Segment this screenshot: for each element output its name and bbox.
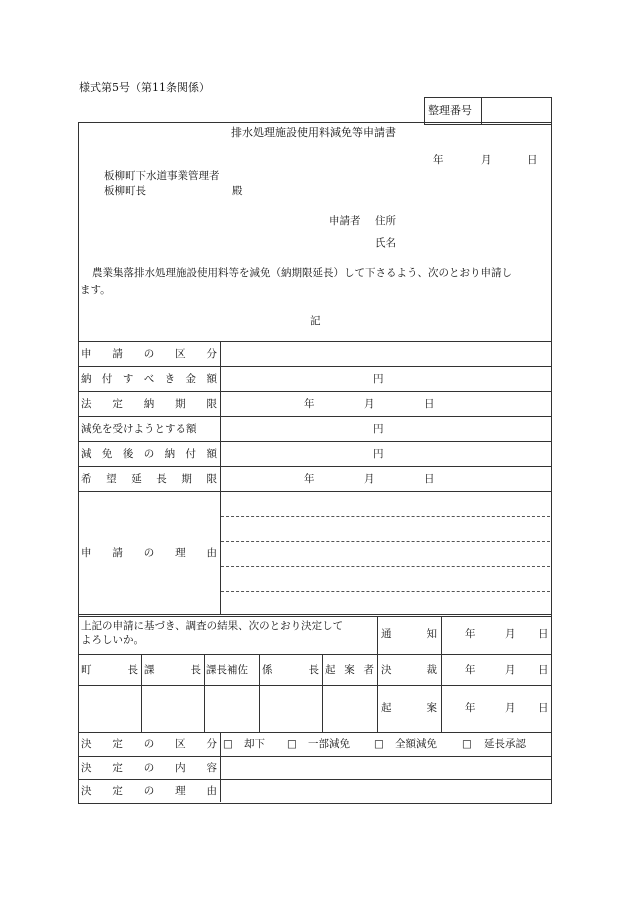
role-staff-chief: 係 長	[262, 664, 319, 676]
option-full-checkbox[interactable]: □	[374, 738, 384, 750]
role-mayor: 町 長	[81, 664, 138, 676]
notice-month: 月	[505, 628, 516, 640]
applicant-address-field[interactable]	[402, 212, 547, 228]
applicant-name-field[interactable]	[402, 234, 547, 250]
form-title: 排水処理施設使用料減免等申請書	[231, 126, 396, 139]
label-amount-due: 納 付 す べ き 金 額	[81, 373, 217, 385]
applicant-address-label: 住所	[375, 215, 396, 227]
option-extension-checkbox[interactable]: □	[462, 738, 472, 750]
seal-drafter[interactable]	[323, 686, 377, 732]
date-day-label: 日	[527, 154, 538, 166]
amount-due-yen: 円	[373, 373, 384, 385]
label-decision-reason: 決 定 の 理 由	[81, 785, 217, 797]
label-statutory-deadline: 法 定 納 期 限	[81, 398, 217, 410]
reduction-amount-field[interactable]	[221, 417, 550, 441]
deadline-month: 月	[364, 398, 375, 410]
role-deputy-chief: 課長補佐	[206, 664, 248, 676]
decision-content-field[interactable]	[221, 757, 550, 779]
deadline-year: 年	[304, 398, 315, 410]
draft-year: 年	[465, 702, 476, 714]
admin-number-field[interactable]	[484, 99, 548, 121]
amount-after-yen: 円	[373, 448, 384, 460]
option-reject-checkbox[interactable]: □	[223, 738, 233, 750]
extension-month: 月	[364, 473, 375, 485]
applicant-name-label: 氏名	[375, 237, 396, 249]
label-application-type: 申 請 の 区 分	[81, 348, 217, 360]
notice-year: 年	[465, 628, 476, 640]
extension-day: 日	[424, 473, 435, 485]
addressee-line1: 板柳町下水道事業管理者	[104, 170, 220, 182]
date-year-label: 年	[433, 154, 444, 166]
option-partial-checkbox[interactable]: □	[287, 738, 297, 750]
seal-deputy-chief[interactable]	[205, 686, 259, 732]
decision-note-line1: 上記の申請に基づき、調査の結果、次のとおり決定して	[81, 620, 344, 632]
approval-label: 決 裁	[381, 664, 437, 676]
seal-section-chief[interactable]	[142, 686, 204, 732]
draft-day: 日	[538, 702, 549, 714]
extension-year: 年	[304, 473, 315, 485]
approval-month: 月	[505, 664, 516, 676]
option-full-label: 全額減免	[395, 738, 437, 750]
reason-field[interactable]	[221, 492, 550, 614]
label-decision-content: 決 定 の 内 容	[81, 762, 217, 774]
application-type-field[interactable]	[221, 342, 550, 366]
role-section-chief: 課 長	[144, 664, 201, 676]
option-partial-label: 一部減免	[308, 738, 350, 750]
decision-note-line2: よろしいか。	[81, 634, 144, 646]
seal-mayor[interactable]	[79, 686, 141, 732]
addressee-line2: 板柳町長	[104, 185, 146, 197]
draft-label: 起 案	[381, 702, 437, 714]
approval-day: 日	[538, 664, 549, 676]
deadline-day: 日	[424, 398, 435, 410]
notice-day: 日	[538, 628, 549, 640]
ki-label: 記	[310, 315, 321, 327]
seal-staff-chief[interactable]	[260, 686, 322, 732]
notice-label: 通 知	[381, 628, 437, 640]
label-reduction-amount: 減免を受けようとする額	[81, 423, 197, 435]
option-extension-label: 延長承認	[484, 738, 526, 750]
form-number: 様式第5号（第11条関係）	[79, 81, 210, 94]
addressee-honorific: 殿	[232, 185, 243, 197]
option-reject-label: 却下	[244, 738, 265, 750]
request-text-line1: 農業集落排水処理施設使用料等を減免（納期限延長）して下さるよう、次のとおり申請し	[92, 267, 512, 279]
label-reason: 申 請 の 理 由	[81, 547, 217, 559]
applicant-label: 申請者	[329, 215, 361, 227]
date-month-label: 月	[481, 154, 492, 166]
label-desired-extension: 希 望 延 長 期 限	[81, 473, 217, 485]
label-decision-type: 決 定 の 区 分	[81, 738, 217, 750]
label-amount-after: 減 免 後 の 納 付 額	[81, 448, 217, 460]
approval-year: 年	[465, 664, 476, 676]
draft-month: 月	[505, 702, 516, 714]
amount-after-field[interactable]	[221, 442, 550, 466]
admin-number-label: 整理番号	[428, 104, 472, 117]
decision-reason-field[interactable]	[221, 780, 550, 802]
role-drafter: 起 案 者	[325, 664, 374, 676]
reduction-yen: 円	[373, 423, 384, 435]
request-text-line2: ます。	[80, 284, 111, 296]
amount-due-field[interactable]	[221, 367, 550, 391]
